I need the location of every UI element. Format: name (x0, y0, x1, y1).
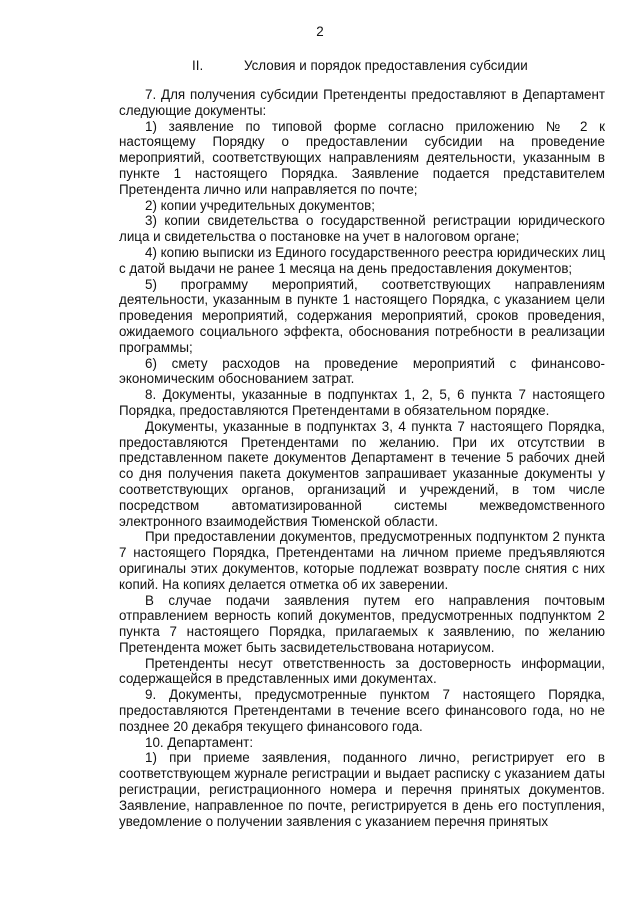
page-number: 2 (316, 24, 324, 39)
paragraph-10-1: 1) при приеме заявления, поданного лично, регистрирует его в соответствующем журнале регистрации и выдает расписку с указанием даты регистрации, регистрационного номера и перечня принятых документов. Заявление, направленное по почте, регистрируется в день его поступления, уведомление о получении заявления с указанием перечня принятых (119, 750, 605, 829)
paragraph-8-responsibility: Претенденты несут ответственность за достоверность информации, содержащейся в представленных ими документах. (119, 655, 605, 687)
paragraph-7-6: 6) смету расходов на проведение мероприятий с финансово-экономическим обоснованием затрат. (119, 355, 605, 387)
paragraph-8-notary: В случае подачи заявления путем его направления почтовым отправлением верность копий документов, предусмотренных подпунктом 2 пункта 7 настоящего Порядка, прилагаемых к заявлению, по желанию Претендента может быть засвидетельствована нотариусом. (119, 592, 605, 655)
paragraph-9: 9. Документы, предусмотренные пунктом 7 настоящего Порядка, предоставляются Претендентами в течение всего финансового года, но не позднее 20 декабря текущего финансового года. (119, 687, 605, 734)
paragraph-7-5: 5) программу мероприятий, соответствующих направлениям деятельности, указанным в пункте 1 настоящего Порядка, с указанием цели проведения мероприятий, содержания мероприятий, сроков проведения, ожидаемого социального эффекта, обоснования потребности в реализации программы; (119, 276, 605, 355)
paragraph-7-1: 1) заявление по типовой форме согласно приложению № 2 к настоящему Порядку о предоставлении субсидии на проведение мероприятий, соответствующих направлениям деятельности, указанным в пункте 1 настоящего Порядка. Заявление подается представителем Претендента лично или направляется по почте; (119, 118, 605, 197)
paragraph-8: 8. Документы, указанные в подпунктах 1, 2, 5, 6 пункта 7 настоящего Порядка, предоставляются Претендентами в обязательном порядке. (119, 387, 605, 418)
paragraph-8-originals: При предоставлении документов, предусмотренных подпунктом 2 пункта 7 настоящего Порядка, Претендентами на личном приеме предъявляются оригиналы этих документов, которые подлежат возврату после снятия с них копий. На копиях делается отметка об их заверении. (119, 529, 605, 592)
section-title: Условия и порядок предоставления субсидии (244, 58, 528, 73)
section-number: II. (192, 58, 204, 73)
paragraph-10: 10. Департамент: (145, 734, 254, 750)
paragraph-7-4: 4) копию выписки из Единого государственного реестра юридических лиц с датой выдачи не ранее 1 месяца на день предоставления документов; (119, 244, 605, 276)
section-heading (0, 58, 640, 74)
paragraph-7-3: 3) копии свидетельства о государственной регистрации юридического лица и свидетельства о постановке на учет в налоговом органе; (119, 213, 605, 245)
document-body (119, 87, 605, 829)
paragraph-7-2: 2) копии учредительных документов; (145, 197, 375, 213)
paragraph-7: 7. Для получения субсидии Претенденты предоставляют в Департамент следующие документы: (119, 87, 605, 118)
paragraph-8-optional-docs: Документы, указанные в подпунктах 3, 4 пункта 7 настоящего Порядка, предоставляются Претендентами по желанию. При их отсутствии в представленном пакете документов Департамент в течение 5 рабочих дней со дня получения пакета документов запрашивает указанные документы у соответствующих органов, организаций и учреждений, в том числе посредством автоматизированной системы межведомственного электронного взаимодействия Тюменской области. (119, 418, 605, 529)
